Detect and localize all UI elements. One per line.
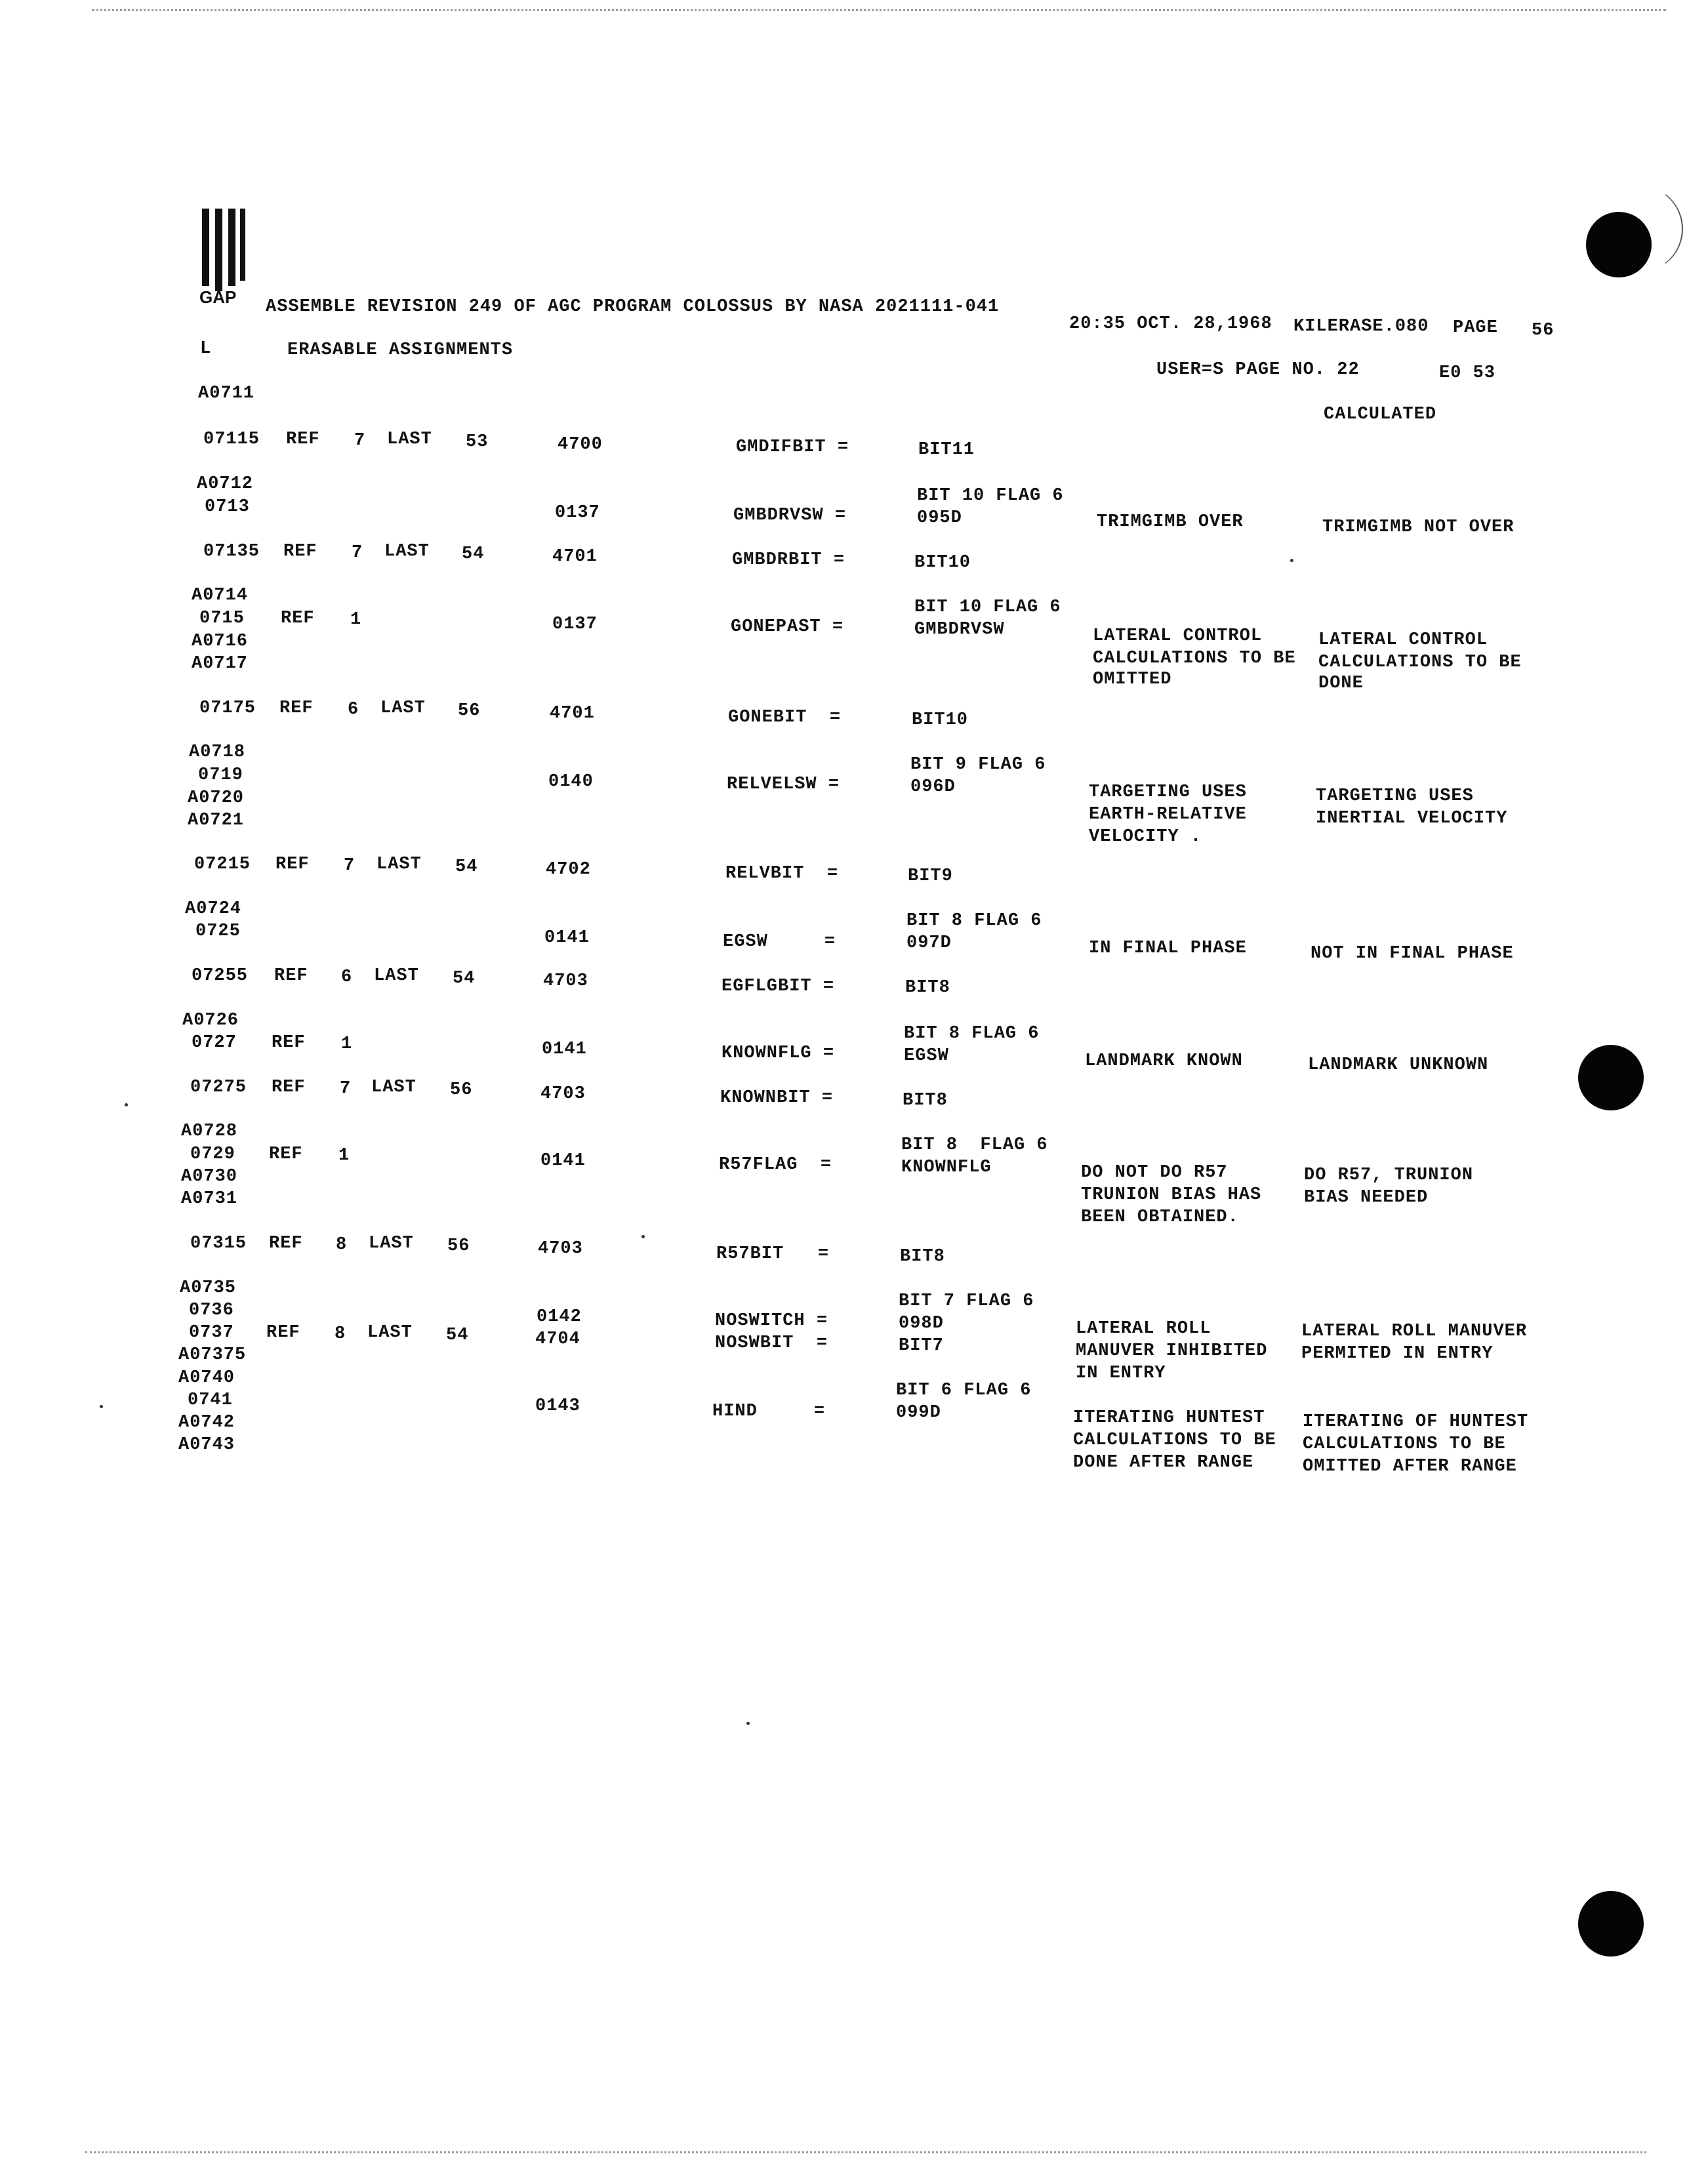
last-number: 54	[455, 857, 478, 877]
symbol-value: BIT10	[914, 553, 971, 573]
user-page-number: USER=S PAGE NO. 22	[1156, 360, 1360, 380]
reset-description: DONE	[1318, 674, 1364, 693]
address: 0141	[540, 1151, 586, 1171]
ref-keyword: REF	[274, 966, 308, 986]
ref-count: 7	[354, 431, 366, 451]
symbol-value: BIT 8 FLAG 6	[904, 1024, 1040, 1044]
symbol-name: R57FLAG =	[719, 1155, 832, 1175]
symbol-name: NOSWBIT =	[715, 1333, 828, 1353]
set-description: DONE AFTER RANGE	[1073, 1453, 1254, 1472]
reset-description: CALCULATIONS TO BE	[1303, 1434, 1506, 1454]
ref-keyword: REF	[269, 1145, 303, 1164]
reset-description: INERTIAL VELOCITY	[1316, 809, 1508, 828]
ref-keyword: REF	[266, 1323, 300, 1343]
address: 4702	[546, 860, 591, 880]
set-description: MANUVER INHIBITED	[1076, 1341, 1268, 1361]
punch-hole-bottom	[1578, 1891, 1644, 1957]
address: 0137	[555, 503, 600, 523]
set-description: CALCULATIONS TO BE	[1093, 649, 1296, 668]
speck	[641, 1235, 645, 1238]
address: 4703	[538, 1239, 583, 1259]
address: 4703	[543, 971, 588, 991]
ref-count: 6	[341, 967, 353, 987]
address: 4703	[540, 1084, 586, 1104]
location-code: A0731	[181, 1189, 238, 1209]
reset-description: PERMITED IN ENTRY	[1301, 1344, 1494, 1364]
ref-keyword: REF	[281, 609, 315, 628]
listing-title: ASSEMBLE REVISION 249 OF AGC PROGRAM COLOSSUS BY NASA 2021111-041	[266, 297, 1000, 317]
last-keyword: LAST	[367, 1323, 413, 1343]
location-code: 07115	[203, 430, 260, 449]
address: 0137	[552, 615, 598, 634]
set-description: DO NOT DO R57	[1081, 1163, 1228, 1183]
reset-description: OMITTED AFTER RANGE	[1303, 1457, 1517, 1476]
symbol-name: GMDIFBIT =	[736, 437, 849, 457]
location-code: 0713	[205, 497, 250, 517]
location-code: A0740	[178, 1368, 235, 1388]
location-code: A0735	[180, 1278, 237, 1298]
ref-keyword: REF	[286, 430, 320, 449]
last-number: 56	[458, 701, 481, 721]
last-keyword: LAST	[374, 966, 419, 986]
ref-keyword: REF	[269, 1234, 303, 1253]
symbol-name: HIND =	[712, 1402, 826, 1421]
symbol-value: 098D	[899, 1314, 944, 1333]
last-number: 54	[462, 544, 485, 564]
reset-description: TRIMGIMB NOT OVER	[1322, 517, 1515, 537]
bottom-edge-line	[85, 2151, 1646, 2153]
gap-mark-logo: GAP	[197, 209, 249, 307]
address: 4700	[558, 435, 603, 455]
address: 0143	[535, 1396, 580, 1416]
section-title: ERASABLE ASSIGNMENTS	[287, 340, 514, 360]
location-code: A0726	[182, 1011, 239, 1030]
last-keyword: LAST	[384, 542, 430, 561]
reset-description: LATERAL ROLL MANUVER	[1301, 1322, 1528, 1341]
symbol-value: 099D	[896, 1403, 941, 1423]
address: 4704	[535, 1329, 580, 1349]
location-code: 0725	[195, 922, 241, 941]
top-edge-line	[92, 9, 1666, 11]
symbol-name: EGFLGBIT =	[722, 977, 835, 996]
ref-count: 6	[348, 700, 359, 720]
symbol-value: BIT7	[899, 1336, 944, 1356]
symbol-name: RELVBIT =	[725, 864, 839, 883]
symbol-name: GMBDRVSW =	[733, 506, 847, 525]
punch-hole-middle	[1578, 1045, 1644, 1110]
ref-keyword: REF	[272, 1078, 306, 1097]
symbol-name: GONEBIT =	[728, 708, 842, 727]
symbol-value: BIT8	[903, 1091, 948, 1110]
ref-keyword: REF	[275, 855, 310, 874]
ref-count: 8	[336, 1235, 348, 1255]
location-code: A0711	[198, 384, 255, 403]
set-description: LATERAL ROLL	[1076, 1319, 1211, 1339]
location-code: A0721	[188, 811, 245, 830]
set-description: IN FINAL PHASE	[1089, 939, 1247, 958]
set-description: OMITTED	[1093, 670, 1172, 689]
last-keyword: LAST	[369, 1234, 414, 1253]
speck	[1290, 559, 1293, 562]
symbol-value: BIT 10 FLAG 6	[914, 598, 1061, 617]
location-code: 0729	[190, 1145, 235, 1164]
location-code: A0717	[192, 654, 249, 674]
speck	[125, 1103, 128, 1106]
location-code: A0720	[188, 788, 245, 808]
location-code: 07255	[192, 966, 249, 986]
symbol-name: EGSW =	[723, 932, 836, 952]
symbol-value: 096D	[910, 777, 956, 797]
listing-timestamp: 20:35 OCT. 28,1968	[1069, 314, 1272, 334]
location-code: 0719	[198, 765, 243, 785]
symbol-value: BIT11	[918, 440, 975, 460]
symbol-value: BIT 6 FLAG 6	[896, 1381, 1032, 1400]
ref-count: 1	[350, 610, 362, 630]
location-code: 0736	[189, 1301, 234, 1320]
symbol-value: BIT9	[908, 866, 953, 886]
symbol-value: BIT8	[900, 1247, 945, 1267]
address: 0142	[537, 1307, 582, 1327]
address: 4701	[552, 547, 598, 567]
location-code: A0743	[178, 1435, 235, 1455]
symbol-value: GMBDRVSW	[914, 620, 1005, 639]
reset-description: LANDMARK UNKNOWN	[1308, 1055, 1489, 1075]
symbol-value: KNOWNFLG	[901, 1158, 992, 1177]
ref-count: 7	[340, 1079, 352, 1099]
last-number: 53	[466, 432, 489, 452]
location-code: 07215	[194, 855, 251, 874]
symbol-name: GONEPAST =	[731, 617, 844, 637]
symbol-name: R57BIT =	[716, 1244, 830, 1264]
location-code: 0715	[199, 609, 245, 628]
ref-keyword: REF	[279, 699, 314, 718]
reset-description: DO R57, TRUNION	[1304, 1166, 1474, 1185]
speck	[746, 1722, 750, 1725]
last-number: 56	[447, 1236, 470, 1256]
location-code: 07275	[190, 1078, 247, 1097]
location-code: 07175	[199, 699, 256, 718]
reset-description: LATERAL CONTROL	[1318, 630, 1488, 650]
address: 0140	[548, 772, 594, 792]
set-description: EARTH-RELATIVE	[1089, 805, 1247, 824]
symbol-name: RELVELSW =	[727, 775, 840, 794]
symbol-name: KNOWNBIT =	[720, 1088, 834, 1108]
set-description: TARGETING USES	[1089, 782, 1247, 802]
address: 4701	[550, 704, 595, 723]
symbol-value: BIT 8 FLAG 6	[906, 911, 1042, 931]
set-description: CALCULATIONS TO BE	[1073, 1430, 1276, 1450]
symbol-name: KNOWNFLG =	[722, 1044, 835, 1063]
last-number: 54	[453, 969, 476, 988]
set-description: LANDMARK KNOWN	[1085, 1051, 1243, 1071]
ref-count: 7	[344, 856, 356, 876]
last-number: 54	[446, 1326, 469, 1345]
set-description: BEEN OBTAINED.	[1081, 1207, 1239, 1227]
location-code: A0730	[181, 1167, 238, 1187]
location-code: 0741	[188, 1390, 233, 1410]
set-description: ITERATING HUNTEST	[1073, 1408, 1265, 1428]
symbol-name: NOSWITCH =	[715, 1311, 828, 1331]
address: 0141	[544, 928, 590, 948]
calculated-header: CALCULATED	[1324, 405, 1437, 424]
reset-description: NOT IN FINAL PHASE	[1311, 944, 1514, 964]
location-code: 07135	[203, 542, 260, 561]
location-code: A07375	[178, 1345, 247, 1365]
symbol-value: BIT 7 FLAG 6	[899, 1291, 1034, 1311]
set-description: TRIMGIMB OVER	[1097, 512, 1244, 532]
symbol-value: BIT 8 FLAG 6	[901, 1135, 1048, 1155]
set-description: LATERAL CONTROL	[1093, 626, 1263, 646]
location-code: A0742	[178, 1413, 235, 1432]
address: 0141	[542, 1040, 587, 1059]
ref-count: 1	[341, 1034, 353, 1054]
reset-description: CALCULATIONS TO BE	[1318, 653, 1522, 672]
speck	[100, 1405, 103, 1408]
symbol-value: 095D	[917, 508, 962, 528]
ref-keyword: REF	[272, 1033, 306, 1053]
symbol-value: BIT 9 FLAG 6	[910, 755, 1046, 775]
listing-file: KILERASE.080	[1293, 317, 1429, 336]
ref-count: 7	[352, 543, 363, 563]
ref-count: 1	[338, 1146, 350, 1166]
location-code: 0727	[192, 1033, 237, 1053]
e-label: E0 53	[1439, 363, 1496, 383]
symbol-name: GMBDRBIT =	[732, 550, 845, 570]
ref-count: 8	[335, 1324, 346, 1344]
symbol-value: 097D	[906, 933, 952, 953]
last-keyword: LAST	[387, 430, 432, 449]
symbol-value: EGSW	[904, 1046, 949, 1066]
last-keyword: LAST	[371, 1078, 417, 1097]
page-label: PAGE	[1453, 318, 1498, 338]
reset-description: ITERATING OF HUNTEST	[1303, 1412, 1529, 1432]
last-number: 56	[450, 1080, 473, 1100]
punch-hole-top-outline	[1596, 186, 1683, 272]
location-code: 07315	[190, 1234, 247, 1253]
last-keyword: LAST	[380, 699, 426, 718]
location-code: A0724	[185, 899, 242, 919]
location-code: A0718	[189, 742, 246, 762]
line-marker: L	[200, 339, 212, 359]
reset-description: BIAS NEEDED	[1304, 1188, 1429, 1207]
reset-description: TARGETING USES	[1316, 786, 1474, 806]
symbol-value: BIT10	[912, 710, 969, 730]
location-code: A0728	[181, 1122, 238, 1141]
set-description: VELOCITY .	[1089, 827, 1202, 847]
set-description: IN ENTRY	[1076, 1364, 1166, 1383]
symbol-value: BIT 10 FLAG 6	[917, 486, 1064, 506]
symbol-value: BIT8	[905, 978, 950, 998]
set-description: TRUNION BIAS HAS	[1081, 1185, 1262, 1205]
location-code: A0714	[192, 586, 249, 605]
page-number: 56	[1532, 321, 1555, 340]
location-code: A0716	[192, 632, 249, 651]
ref-keyword: REF	[283, 542, 317, 561]
location-code: A0712	[197, 474, 254, 494]
last-keyword: LAST	[376, 855, 422, 874]
location-code: 0737	[189, 1323, 234, 1343]
